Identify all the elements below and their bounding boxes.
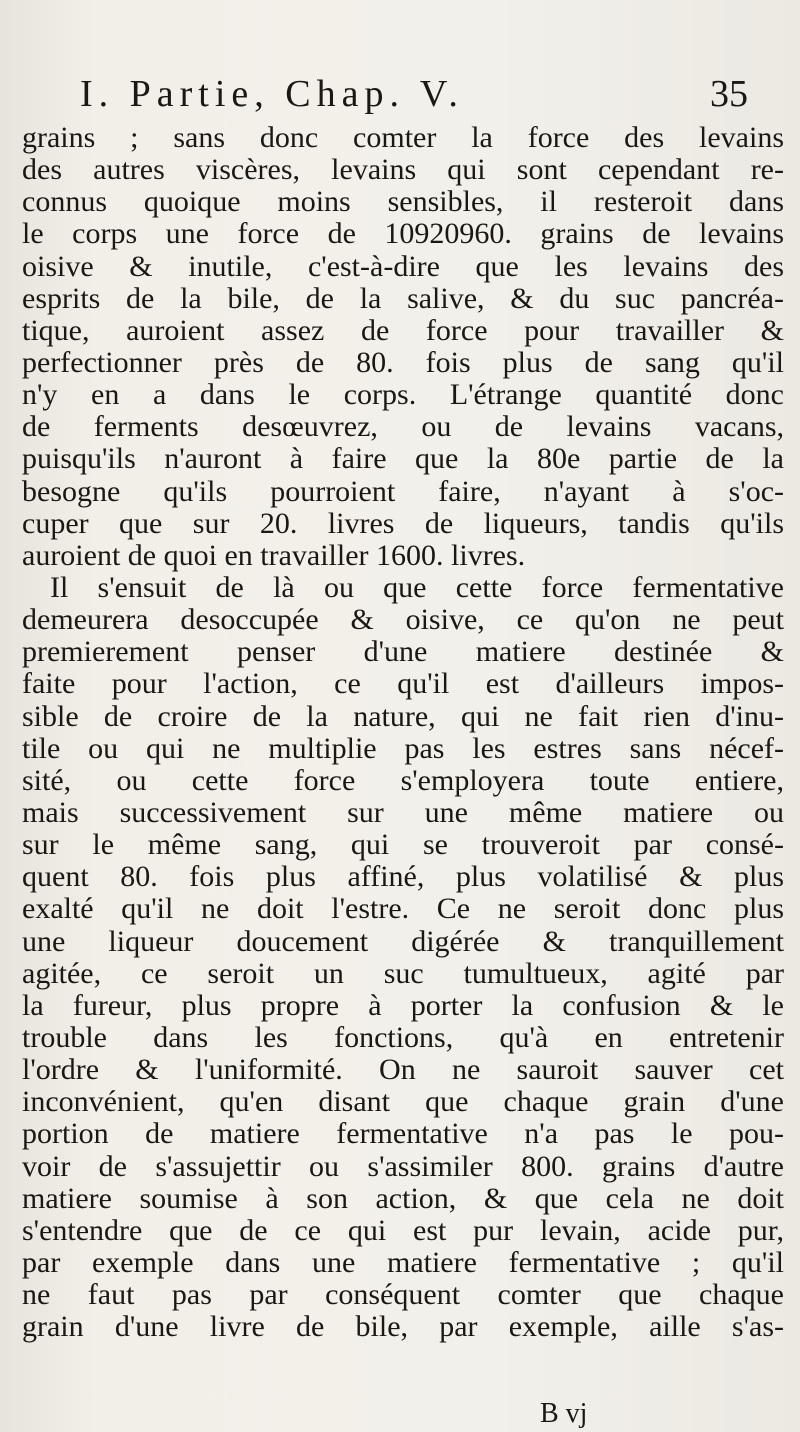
text-line: le corps une force de 10920960. grains de levains (22, 217, 784, 251)
text-line: grain d'une livre de bile, par exemple, aille s'as- (22, 1310, 784, 1344)
text-line: perfectionner près de 80. fois plus de sang qu'il (22, 345, 784, 379)
text-line: une liqueur doucement digérée & tranquillement (22, 924, 784, 958)
text-line: connus quoique moins sensibles, il resteroit dans (22, 185, 784, 219)
text-line: sible de croire de la nature, qui ne fait rien d'inu- (22, 699, 784, 733)
text-line: s'entendre que de ce qui est pur levain, acide pur, (22, 1213, 784, 1247)
text-line: par exemple dans une matiere fermentative ; qu'il (22, 1245, 784, 1279)
text-line: portion de matiere fermentative n'a pas le pou- (22, 1117, 784, 1151)
text-line: sité, ou cette force s'employera toute entiere, (22, 763, 784, 797)
text-line: tile ou qui ne multiplie pas les estres sans nécef- (22, 731, 784, 765)
text-line: trouble dans les fonctions, qu'à en entretenir (22, 1020, 784, 1054)
text-line: quent 80. fois plus affiné, plus volatilisé & plus (22, 860, 784, 894)
text-line: inconvénient, qu'en disant que chaque grain d'une (22, 1085, 784, 1119)
text-line: voir de s'assujettir ou s'assimiler 800. grains d'autre (22, 1149, 784, 1183)
text-line: n'y en a dans le corps. L'étrange quantité donc (22, 378, 784, 412)
text-line: tique, auroient assez de force pour travailler & (22, 313, 784, 347)
text-line: faite pour l'action, ce qu'il est d'ailleurs impos- (22, 667, 784, 701)
text-line: puisqu'ils n'auront à faire que la 80e partie de la (22, 442, 784, 476)
text-line: de ferments desœuvrez, ou de levains vacans, (22, 410, 784, 444)
text-line: grains ; sans donc comter la force des levains (22, 121, 784, 154)
text-line: auroient de quoi en travailler 1600. livres. (22, 538, 526, 572)
body-text (22, 122, 784, 1343)
text-line: demeurera desoccupée & oisive, ce qu'on ne peut (22, 603, 784, 637)
text-line: premierement penser d'une matiere destinée & (22, 635, 784, 669)
text-line: cuper que sur 20. livres de liqueurs, tandis qu'ils (22, 506, 784, 540)
signature-mark: B vj (540, 1398, 588, 1429)
text-line: oisive & inutile, c'est-à-dire que les levains des (22, 249, 784, 283)
text-line: mais successivement sur une même matiere ou (22, 795, 784, 829)
text-line: matiere soumise à son action, & que cela ne doit (22, 1181, 784, 1215)
running-head: I. Partie, Chap. V. (80, 73, 464, 115)
page-number: 35 (710, 73, 748, 115)
page-header (80, 72, 770, 122)
text-line: sur le même sang, qui se trouveroit par consé- (22, 828, 784, 862)
text-line: agitée, ce seroit un suc tumultueux, agité par (22, 956, 784, 990)
text-line: l'ordre & l'uniformité. On ne sauroit sauver cet (22, 1053, 784, 1087)
text-line: exalté qu'il ne doit l'estre. Ce ne seroit donc plus (22, 892, 784, 926)
text-line: besogne qu'ils pourroient faire, n'ayant à s'oc- (22, 474, 784, 508)
paragraph-start-line: Il s'ensuit de là ou que cette force fermentative (50, 570, 784, 604)
text-line: la fureur, plus propre à porter la confusion & le (22, 988, 784, 1022)
text-line: ne faut pas par conséquent comter que chaque (22, 1278, 784, 1312)
text-line: des autres viscères, levains qui sont cependant re- (22, 153, 784, 187)
text-line: esprits de la bile, de la salive, & du suc pancréa- (22, 281, 784, 315)
